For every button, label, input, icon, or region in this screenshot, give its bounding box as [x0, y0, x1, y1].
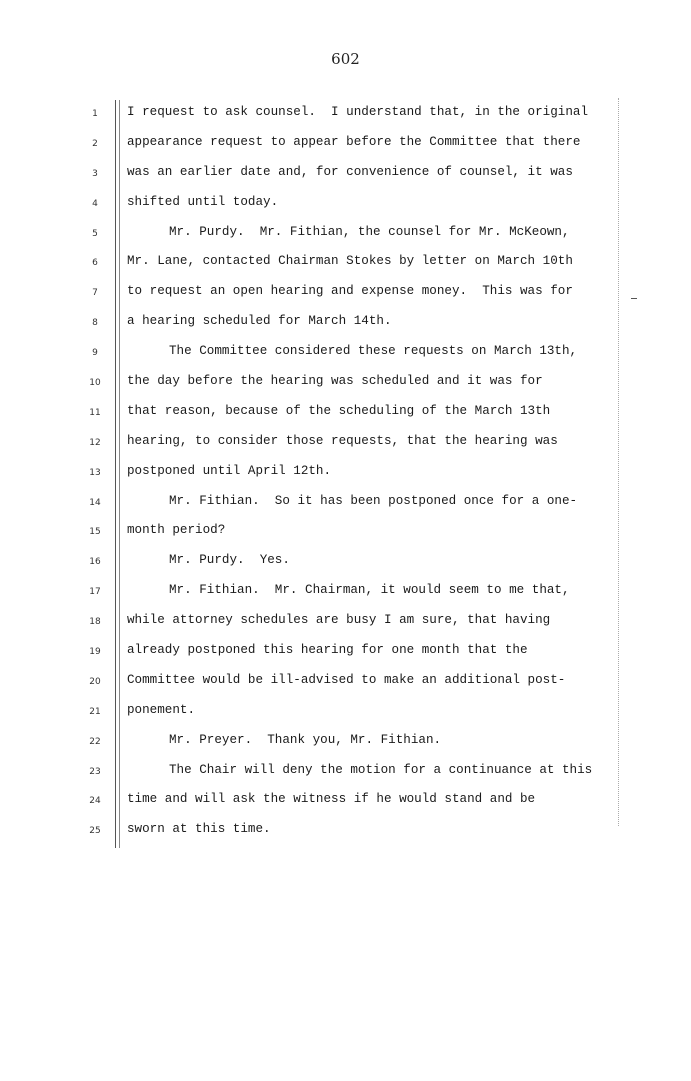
line-number: 18 — [89, 617, 101, 628]
line-number: 12 — [89, 437, 101, 448]
line-number: 21 — [89, 706, 101, 717]
line-number: 4 — [92, 198, 98, 209]
transcript-line: Mr. Lane, contacted Chairman Stokes by letter on March 10th — [127, 254, 573, 269]
transcript-line: month period? — [127, 523, 226, 538]
transcript-line: already postponed this hearing for one month that the — [127, 643, 528, 658]
transcript-line: Mr. Fithian. Mr. Chairman, it would seem to me that, — [169, 583, 570, 598]
left-margin-rule — [115, 100, 120, 848]
line-number: 7 — [92, 288, 98, 299]
transcript-line: was an earlier date and, for convenience of counsel, it was — [127, 164, 573, 179]
transcript-line: while attorney schedules are busy I am sure, that having — [127, 613, 551, 628]
line-number: 9 — [92, 348, 98, 359]
transcript-line: Mr. Fithian. So it has been postponed once for a one- — [169, 493, 578, 508]
transcript-line: appearance request to appear before the Committee that there — [127, 134, 581, 149]
line-number: 14 — [89, 497, 101, 508]
transcript-line: hearing, to consider those requests, that the hearing was — [127, 433, 558, 448]
line-number: 25 — [89, 826, 101, 837]
page-number: 602 — [331, 50, 360, 68]
line-number: 15 — [89, 527, 101, 538]
line-number: 8 — [92, 318, 98, 329]
transcript-line: The Chair will deny the motion for a continuance at this — [169, 762, 593, 777]
line-number: 22 — [89, 736, 101, 747]
line-number: 3 — [92, 168, 98, 179]
transcript-line: that reason, because of the scheduling of the March 13th — [127, 403, 551, 418]
line-number: 2 — [92, 138, 98, 149]
transcript-line: time and will ask the witness if he would stand and be — [127, 792, 536, 807]
line-number: 23 — [89, 766, 101, 777]
line-number: 24 — [89, 796, 101, 807]
transcript-line: ponement. — [127, 702, 196, 717]
line-number: 5 — [92, 228, 98, 239]
transcript-body — [127, 103, 627, 850]
transcript-line: sworn at this time. — [127, 822, 271, 837]
line-number: 11 — [89, 407, 101, 418]
transcript-line: Committee would be ill-advised to make an additional post- — [127, 672, 566, 687]
margin-tick-mark — [631, 298, 637, 299]
transcript-line: Mr. Preyer. Thank you, Mr. Fithian. — [169, 732, 442, 747]
line-number: 19 — [89, 647, 101, 658]
transcript-line: postponed until April 12th. — [127, 463, 332, 478]
transcript-line: shifted until today. — [127, 194, 279, 209]
transcript-line: Mr. Purdy. Mr. Fithian, the counsel for Mr. McKeown, — [169, 224, 570, 239]
line-number-column — [82, 106, 108, 853]
transcript-line: I request to ask counsel. I understand that, in the original — [127, 105, 589, 119]
line-number: 16 — [89, 557, 101, 568]
transcript-line: Mr. Purdy. Yes. — [169, 553, 290, 568]
line-number: 6 — [92, 258, 98, 269]
line-number: 1 — [92, 109, 98, 119]
transcript-line: The Committee considered these requests on March 13th, — [169, 344, 578, 359]
transcript-line: the day before the hearing was scheduled and it was for — [127, 374, 543, 389]
transcript-line: a hearing scheduled for March 14th. — [127, 314, 392, 329]
line-number: 13 — [89, 467, 101, 478]
line-number: 20 — [89, 676, 101, 687]
transcript-line: to request an open hearing and expense money. This was for — [127, 284, 573, 299]
line-number: 10 — [89, 378, 101, 389]
line-number: 17 — [89, 587, 101, 598]
